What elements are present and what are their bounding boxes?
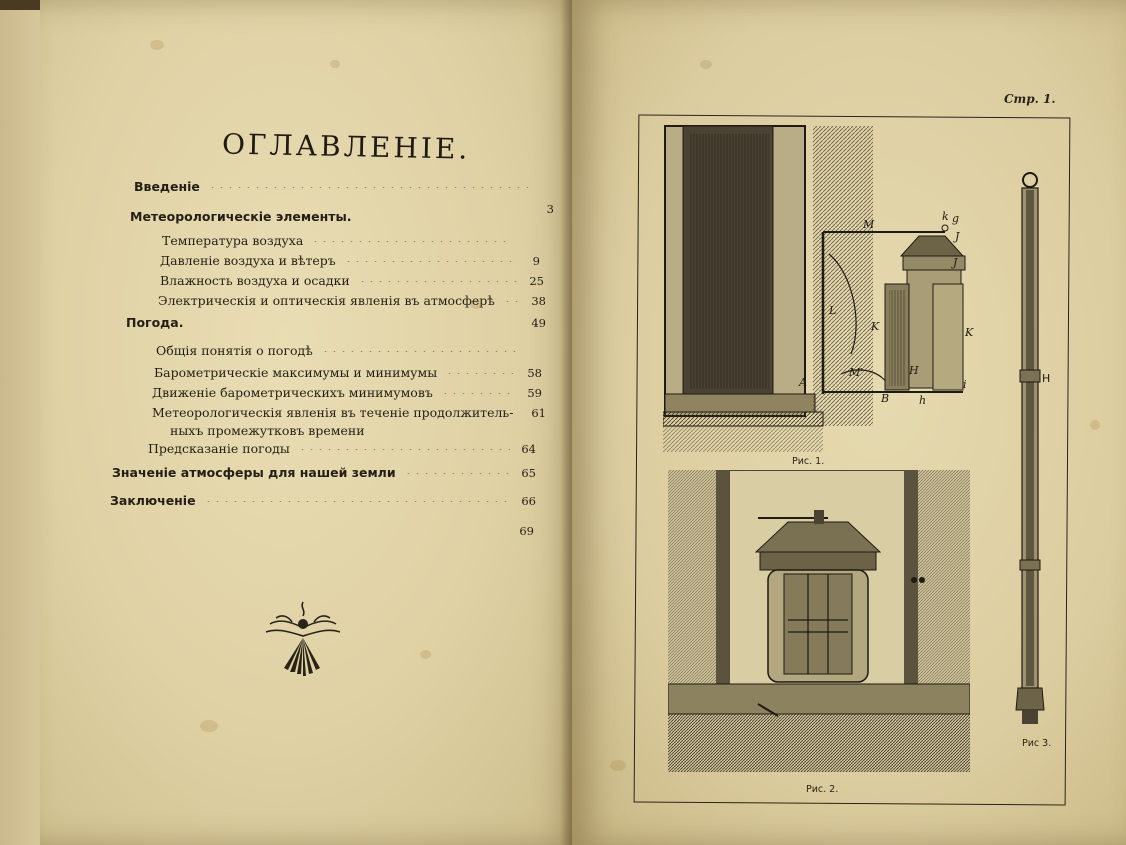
- toc-entry-page: 61: [531, 406, 546, 420]
- stain: [150, 40, 164, 50]
- toc-entry: [170, 424, 550, 438]
- toc-entry-page: 59: [527, 386, 542, 400]
- toc-entry-page: 38: [531, 294, 546, 308]
- toc-entry: [156, 344, 546, 358]
- toc-entry-text: ныхъ промежутковъ времени: [170, 423, 365, 438]
- toc-entry-text: Температура воздуха: [162, 233, 304, 248]
- fig1-label-h: h: [919, 394, 927, 407]
- toc-entry-page: 25: [529, 274, 544, 288]
- toc-entry: [130, 210, 530, 224]
- toc-title: ОГЛАВЛЕНIЕ.: [221, 127, 471, 166]
- fig1-label-a: A: [799, 376, 807, 389]
- fig1-label-i: i: [963, 378, 967, 391]
- fig1-label-m-prime: M': [849, 366, 864, 379]
- fig1-label-k-upper: K: [871, 320, 880, 333]
- stain: [420, 650, 431, 659]
- toc-entry-text: Движенiе барометрическихъ минимумовъ: [152, 385, 433, 400]
- fig1-label-m: M: [863, 218, 875, 231]
- toc-entry-text: Давленiе воздуха и вѣтеръ: [160, 253, 336, 268]
- toc-entry-text: Электрическiя и оптическiя явленiя въ атмосферѣ: [158, 293, 495, 308]
- toc-entry-page: 66: [521, 494, 536, 508]
- toc-entry-text: Барометрическiе максимумы и минимумы: [154, 365, 438, 380]
- toc-entry-text: Влажность воздуха и осадки: [160, 273, 350, 288]
- toc-entry: [110, 494, 536, 508]
- toc-entry-text: Метеорологическiе элементы.: [130, 209, 352, 224]
- toc-entry-text: Погода.: [126, 315, 184, 330]
- figure-3-barometer-illustration: [1008, 170, 1064, 740]
- toc-entry-text: Заключенiе: [110, 493, 196, 508]
- toc-entry-page: 65: [521, 466, 536, 480]
- fig1-label-j2: J: [953, 256, 958, 269]
- stain: [1090, 420, 1100, 430]
- toc-entry-page: 49: [531, 316, 546, 330]
- toc-entry: [148, 442, 536, 456]
- toc-entry-text: Введенiе: [134, 179, 200, 194]
- toc-entry-text: Общiя понятiя о погодѣ: [156, 343, 313, 358]
- toc-entry: [134, 180, 554, 194]
- fig1-label-h-upper: H: [909, 364, 919, 377]
- toc-entry-page: 64: [521, 442, 536, 456]
- figure-2-caption: Рис. 2.: [806, 784, 839, 795]
- toc-entry: [110, 524, 534, 538]
- fig1-label-k: k: [942, 210, 949, 223]
- toc-entry-page: 69: [519, 524, 534, 538]
- toc-entry-text: Метеорологическiя явленiя въ теченiе продолжитель-: [152, 405, 514, 420]
- toc-entry: [152, 406, 546, 420]
- stain: [330, 60, 340, 68]
- figure-1-illustration: [663, 124, 983, 454]
- toc-entry: [162, 234, 532, 248]
- toc-entry-text: Предсказанiе погоды: [148, 441, 290, 456]
- fig1-label-k-right: K: [965, 326, 974, 339]
- fig1-label-j: J: [955, 230, 960, 243]
- figure-3-caption: Рис 3.: [1022, 738, 1052, 749]
- fleuron-ornament-icon: [262, 598, 344, 678]
- stain: [610, 760, 626, 771]
- figure-1-caption: Рис. 1.: [792, 456, 825, 467]
- toc-entry: [154, 366, 542, 380]
- toc-entry: [160, 274, 544, 288]
- toc-entry: [160, 254, 540, 268]
- fig1-label-g: g: [952, 212, 960, 225]
- toc-entry-page: 9: [532, 254, 540, 268]
- stain: [200, 720, 218, 732]
- page-number: Стр. 1.: [1004, 92, 1056, 106]
- toc-entry-page: 58: [527, 366, 542, 380]
- toc-entry: [112, 466, 536, 480]
- fig1-label-b: B: [881, 392, 890, 405]
- toc-entry-page: 3: [546, 202, 554, 216]
- table-of-contents: [110, 176, 560, 546]
- figure-2-illustration: [668, 470, 970, 772]
- toc-entry: [158, 294, 546, 308]
- toc-entry-text: Значенiе атмосферы для нашей земли: [112, 465, 396, 480]
- toc-entry: [152, 386, 542, 400]
- fig3-label-h: H: [1042, 372, 1051, 385]
- fig1-label-l: L: [829, 304, 837, 317]
- toc-entry: [126, 316, 546, 330]
- stain: [700, 60, 712, 69]
